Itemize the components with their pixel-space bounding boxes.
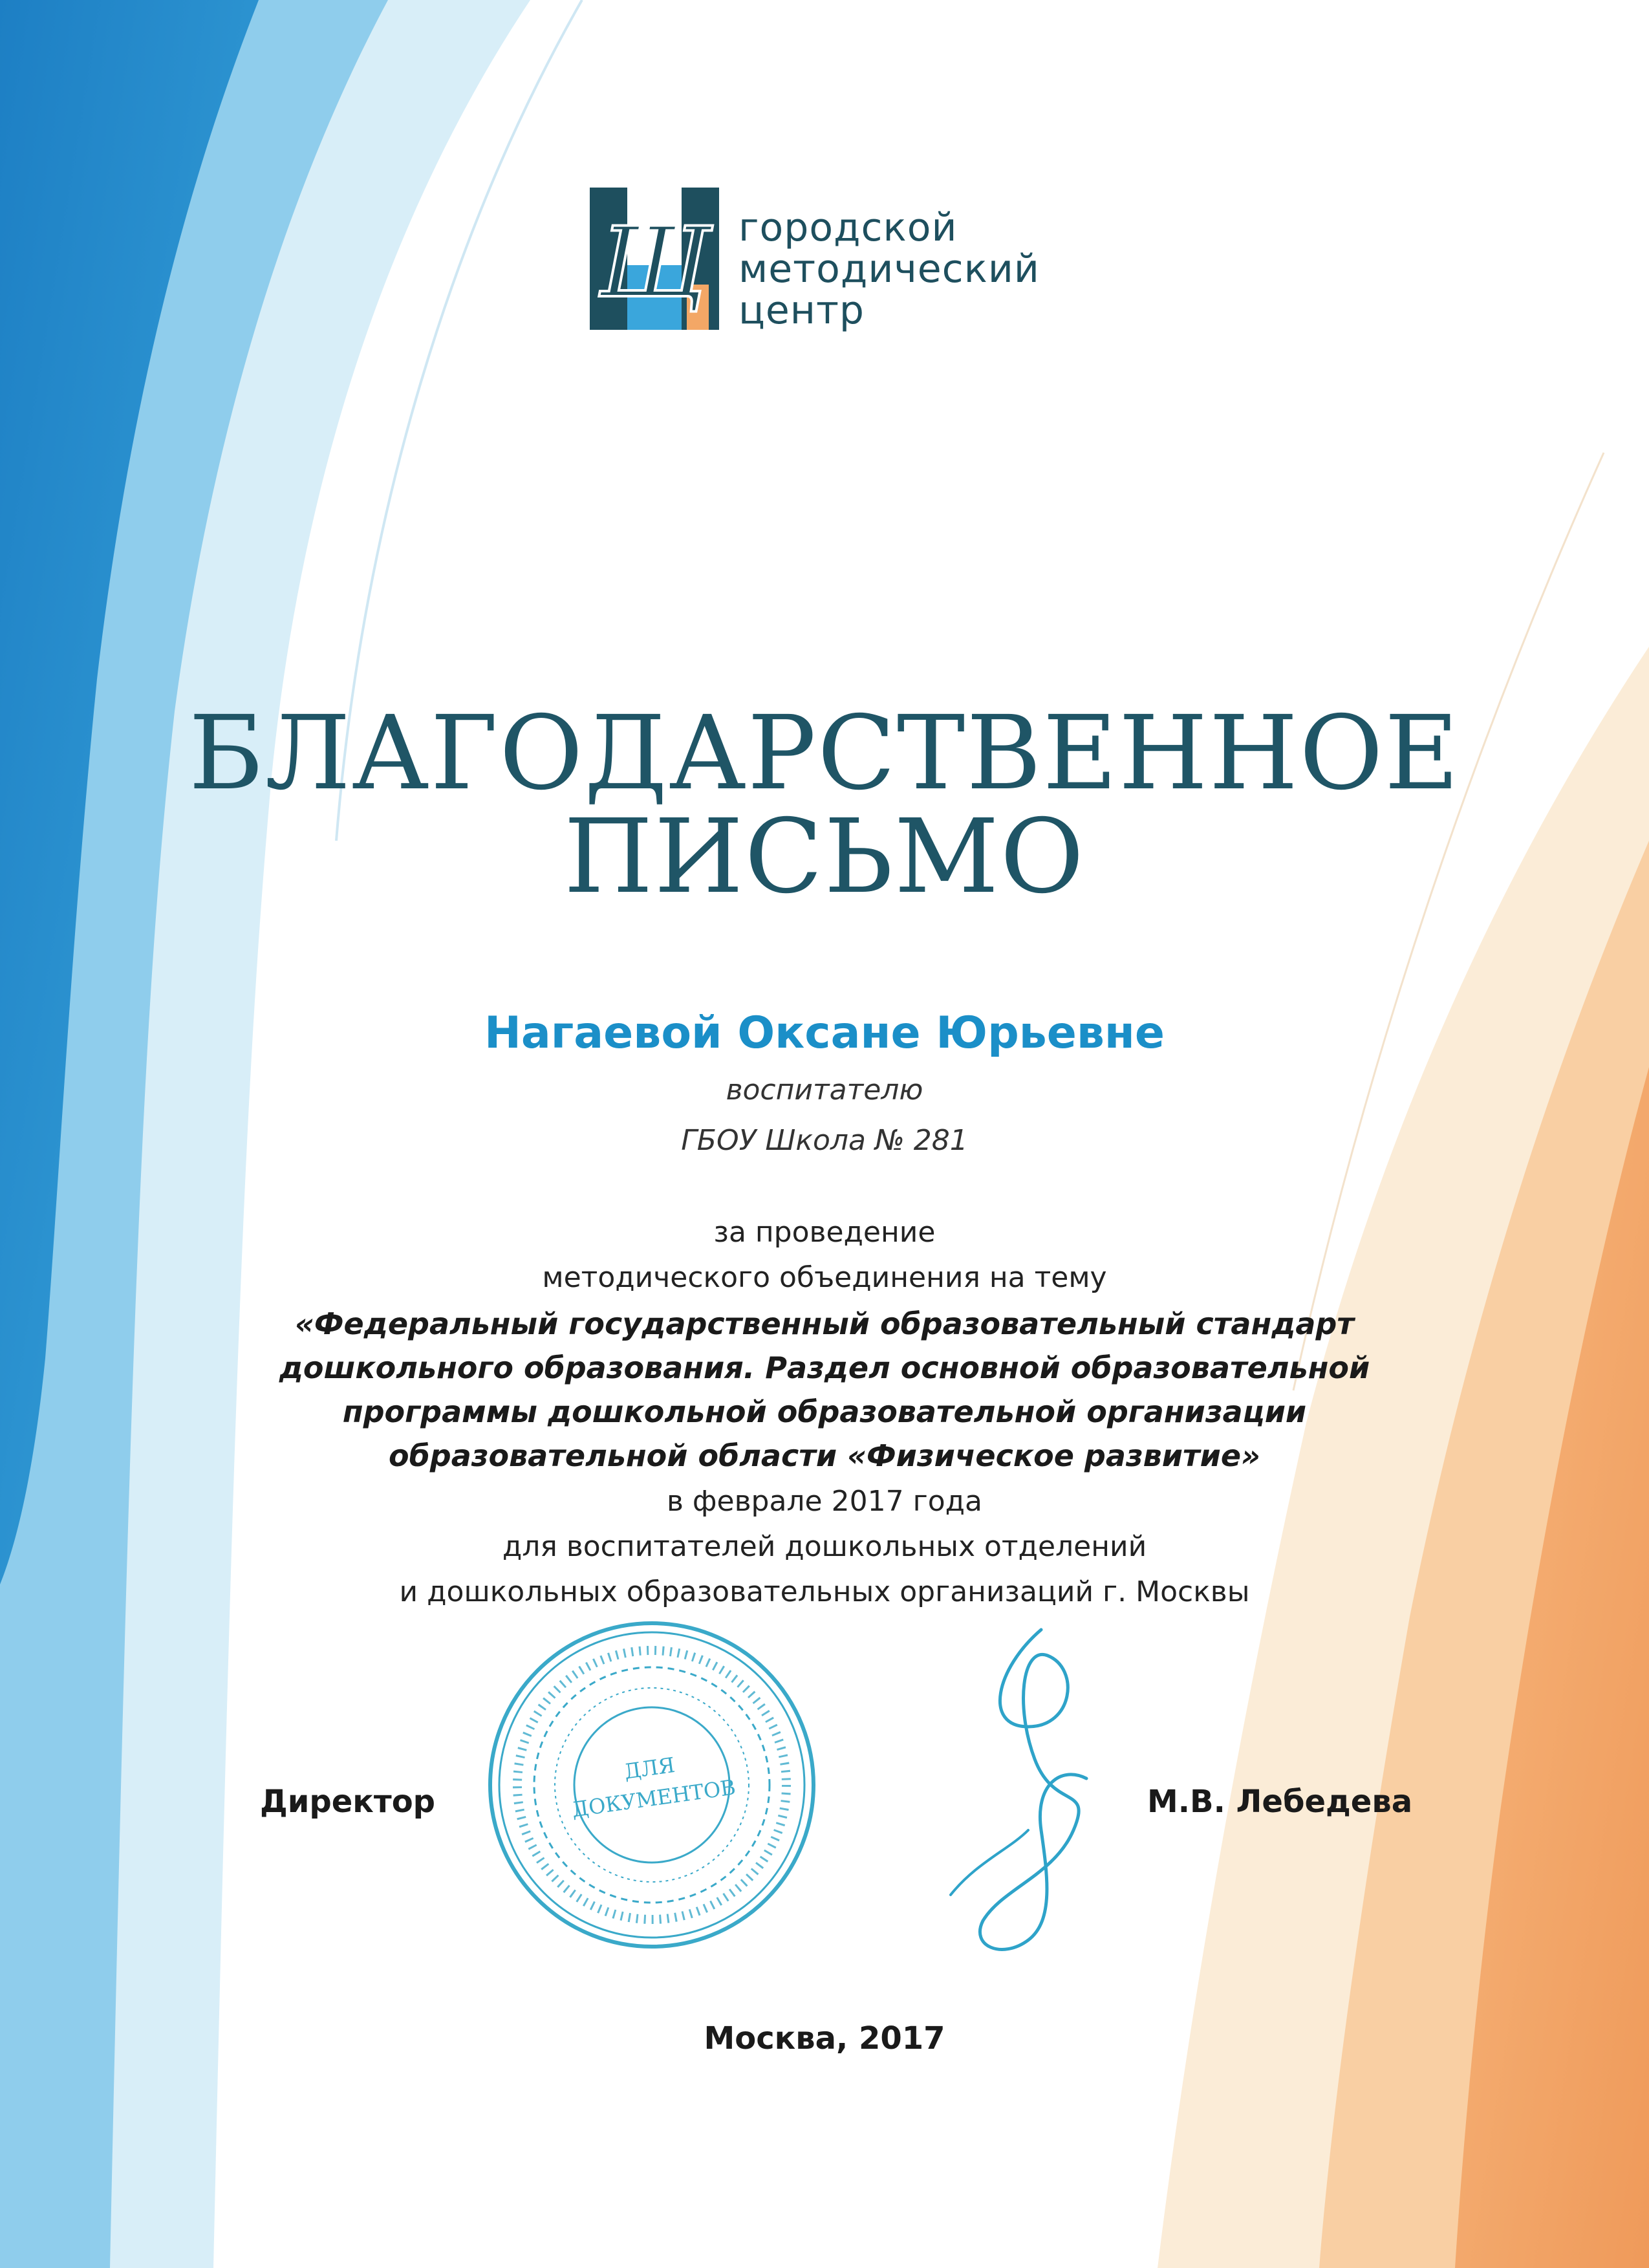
logo	[590, 188, 1055, 343]
logo-glyph: Щ	[599, 207, 710, 319]
handwritten-signature	[879, 1617, 1183, 1966]
reason-intro: за проведение	[713, 1216, 936, 1249]
topic-line: образовательной области «Физическое развитие»	[389, 1438, 1260, 1473]
recipient-position: воспитателю	[726, 1074, 923, 1107]
stamp-center-line-2: ДОКУМЕНТОВ	[570, 1775, 737, 1822]
topic-line: «Федеральный государственный образовательный стандарт	[294, 1306, 1355, 1341]
topic-line: дошкольного образования. Раздел основной образовательной	[279, 1350, 1370, 1385]
signature-role: Директор	[260, 1784, 436, 1820]
logo-line-1: городской	[738, 205, 958, 250]
logo-line-3: центр	[738, 288, 865, 333]
logo-text	[738, 207, 1040, 331]
recipient-name: Нагаевой Оксане Юрьевне	[484, 1008, 1165, 1059]
place-and-year: Москва, 2017	[704, 2020, 945, 2057]
reason-method: методического объединения на тему	[542, 1261, 1107, 1294]
logo-line-2: методический	[738, 246, 1040, 292]
audience-line: для воспитателей дошкольных отделений	[502, 1530, 1147, 1563]
document-title-line-2: ПИСЬМО	[563, 797, 1086, 916]
official-stamp	[484, 1617, 820, 1953]
audience-line: и дошкольных образовательных организаций г. Москвы	[399, 1575, 1250, 1608]
stamp-center-line-1: ДЛЯ	[622, 1752, 676, 1784]
topic-line: программы дошкольной образовательной организации	[342, 1394, 1307, 1429]
logo-mark	[590, 188, 719, 330]
event-date: в феврале 2017 года	[667, 1485, 982, 1518]
document-title-line-1: БЛАГОДАРСТВЕННОЕ	[188, 694, 1461, 813]
recipient-school: ГБОУ Школа № 281	[681, 1124, 968, 1157]
signature-name: М.В. Лебедева	[1147, 1784, 1413, 1820]
